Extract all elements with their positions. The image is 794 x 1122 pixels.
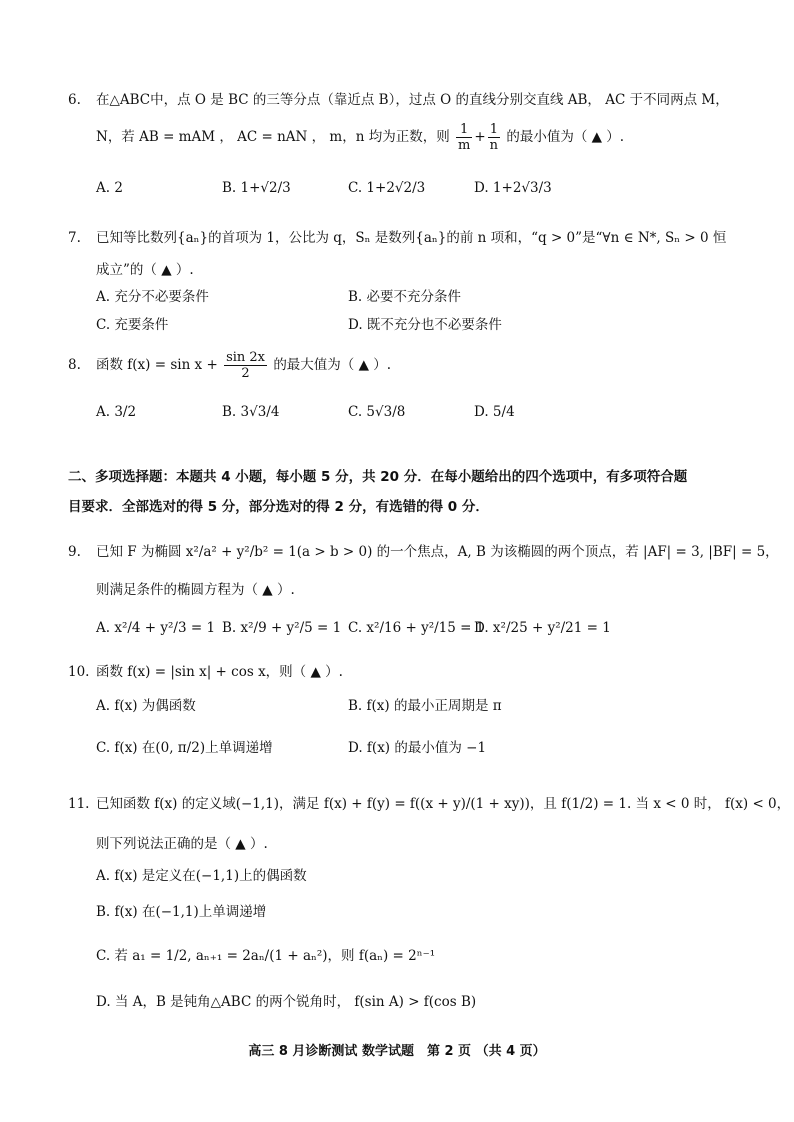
q11-text-1: 已知函数 f(x) 的定义域(−1,1)，满足 f(x) + f(y) = f((x + y)/(1 + xy))，且 f(1/2) = 1. 当 x < 0 时， f(x) < 0， — [96, 796, 791, 812]
q6-fraction-1-over-n — [488, 122, 500, 153]
q9-line2: 则满足条件的椭圆方程为（ ▲ ）. — [96, 582, 295, 598]
q8-number: 8. — [68, 357, 81, 373]
q8-option-c: C. 5√3/8 — [348, 404, 406, 420]
q9-option-c: C. x²/16 + y²/15 = 1 — [348, 620, 485, 636]
q7-number: 7. — [68, 230, 81, 246]
q7-option-d: D. 既不充分也不必要条件 — [348, 317, 502, 333]
q6-text-2b: 的最小值为（ ▲ ）. — [506, 129, 625, 145]
q10-text-1: 函数 f(x) = |sin x| + cos x，则（ ▲ ）. — [96, 664, 343, 680]
q8-option-b: B. 3√3/4 — [222, 404, 280, 420]
q9-option-a: A. x²/4 + y²/3 = 1 — [96, 620, 216, 636]
q10-option-b: B. f(x) 的最小正周期是 π — [348, 698, 502, 714]
frac-numerator: 1 — [456, 122, 472, 138]
q11-option-b: B. f(x) 在(−1,1)上单调递增 — [96, 904, 267, 920]
q8-text-1b: 的最大值为（ ▲ ）. — [273, 357, 392, 373]
q11-option-d: D. 当 A，B 是钝角△ABC 的两个锐角时， f(sin A) > f(cos B) — [96, 994, 477, 1010]
q6-text-1: 在△ABC中，点 O 是 BC 的三等分点（靠近点 B），过点 O 的直线分别交直线 AB， AC 于不同两点 M， — [96, 92, 729, 108]
q10-option-d: D. f(x) 的最小值为 −1 — [348, 740, 487, 756]
q6-text-2a: N，若 AB = mAM ， AC = nAN ， m，n 均为正数，则 — [96, 129, 450, 145]
q11-option-c: C. 若 a₁ = 1/2, aₙ₊₁ = 2aₙ/(1 + aₙ²)，则 f(aₙ) = 2ⁿ⁻¹ — [96, 948, 436, 964]
q9-line1 — [68, 540, 779, 560]
frac-denominator: 2 — [241, 366, 250, 381]
q8-fraction-sin2x-over-2 — [224, 350, 267, 381]
q9-text-1: 已知 F 为椭圆 x²/a² + y²/b² = 1(a > b > 0) 的一个焦点，A, B 为该椭圆的两个顶点，若 |AF| = 3, |BF| = 5， — [96, 544, 779, 560]
section2-line1: 二、多项选择题：本题共 4 小题，每小题 5 分，共 20 分．在每小题给出的四个选项中，有多项符合题 — [68, 469, 688, 485]
q10-number: 10. — [68, 664, 90, 680]
q6-fraction-1-over-m — [456, 122, 472, 153]
q7-line2: 成立”的（ ▲ ）. — [96, 262, 194, 278]
q6-line1 — [68, 88, 729, 108]
q7-text-1: 已知等比数列{aₙ}的首项为 1，公比为 q，Sₙ 是数列{aₙ}的前 n 项和，“q > 0”是“∀n ∈ N*, Sₙ > 0 恒 — [96, 230, 727, 246]
q11-option-a: A. f(x) 是定义在(−1,1)上的偶函数 — [96, 868, 307, 884]
frac-numerator: 1 — [488, 122, 500, 138]
q7-option-a: A. 充分不必要条件 — [96, 289, 209, 305]
q9-option-b: B. x²/9 + y²/5 = 1 — [222, 620, 342, 636]
section2-line2: 目要求．全部选对的得 5 分，部分选对的得 2 分，有选错的得 0 分． — [68, 499, 489, 515]
q8-option-a: A. 3/2 — [96, 404, 137, 420]
q11-line2: 则下列说法正确的是（ ▲ ）. — [96, 836, 268, 852]
q6-option-d: D. 1+2√3/3 — [474, 180, 552, 196]
frac-denominator: m — [458, 138, 471, 153]
q10-line1 — [68, 660, 343, 680]
q6-option-b: B. 1+√2/3 — [222, 180, 291, 196]
q6-option-a: A. 2 — [96, 180, 123, 196]
q7-line1 — [68, 226, 726, 246]
frac-denominator: n — [489, 138, 499, 153]
q11-number: 11. — [68, 796, 90, 812]
q10-option-c: C. f(x) 在(0, π/2)上单调递增 — [96, 740, 273, 756]
q6-option-c: C. 1+2√2/3 — [348, 180, 426, 196]
q9-option-d: D. x²/25 + y²/21 = 1 — [474, 620, 611, 636]
q8-option-d: D. 5/4 — [474, 404, 515, 420]
q6-line2: N，若 AB = mAM ， AC = nAN ， m，n 均为正数，则 $\frac{1}{m}$ + $\frac{1}{n}$ 的最小值为（ ▲ ）. — [96, 122, 625, 153]
q7-option-b: B. 必要不充分条件 — [348, 289, 462, 305]
page-footer: 高三 8 月诊断测试 数学试题 第 2 页 （共 4 页） — [248, 1044, 546, 1059]
frac-numerator: sin 2x — [226, 350, 266, 365]
q8-line1 — [68, 350, 391, 381]
q6-number: 6. — [68, 92, 81, 108]
q7-option-c: C. 充要条件 — [96, 317, 169, 333]
q9-number: 9. — [68, 544, 81, 560]
section2-heading — [68, 462, 758, 522]
q11-line1 — [68, 792, 790, 812]
q8-text-1a: 函数 f(x) = sin x + — [96, 357, 218, 373]
q10-option-a: A. f(x) 为偶函数 — [96, 698, 196, 714]
